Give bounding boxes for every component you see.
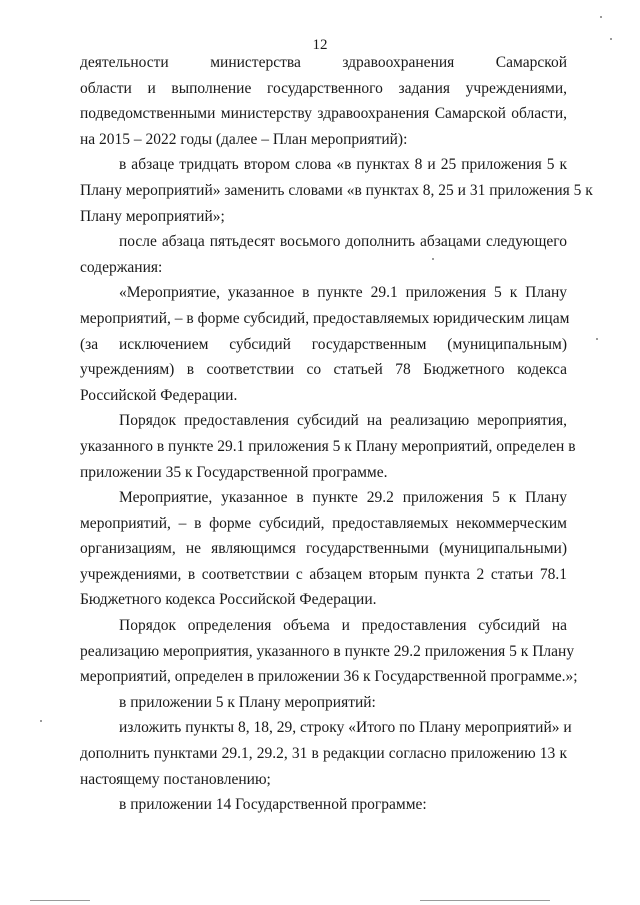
text-line: мероприятий, – в форме субсидий, предоставляемых юридическим лицам (80, 309, 570, 327)
text-line: содержания: (80, 258, 163, 276)
paragraph-p10 (80, 792, 567, 818)
text-line: мероприятий, – в форме субсидий, предоставляемых некоммерческим (80, 514, 567, 532)
text-line: указанного в пункте 29.1 приложения 5 к Плану мероприятий, определен в (80, 437, 576, 455)
text-line: приложении 35 к Государственной программе. (80, 463, 388, 481)
paragraph-p8 (80, 690, 567, 716)
scan-artifact (596, 338, 598, 340)
page-number: 12 (312, 37, 328, 53)
text-line: «Мероприятие, указанное в пункте 29.1 приложения 5 к Плану (119, 284, 567, 302)
text-line: организациям, не являющимся государственными (муниципальными) (80, 540, 567, 558)
text-line: мероприятий, определен в приложении 36 к Государственной программе.»; (80, 668, 578, 686)
text-line: Российской Федерации. (80, 386, 238, 404)
document-body (80, 50, 593, 818)
text-line: Бюджетного кодекса Российской Федерации. (80, 591, 377, 609)
paragraph-p5 (80, 408, 576, 485)
text-line: Мероприятие, указанное в пункте 29.2 приложения 5 к Плану (119, 489, 567, 507)
paragraph-p7 (80, 613, 578, 690)
text-line: в абзаце тридцать втором слова «в пунктах 8 и 25 приложения 5 к (119, 156, 567, 174)
scan-artifact (420, 900, 550, 901)
text-line: на 2015 – 2022 годы (далее – План мероприятий): (80, 130, 408, 148)
text-line: подведомственными министерству здравоохранения Самарской области, (80, 105, 567, 123)
text-line: области и выполнение государственного задания учреждениями, (80, 79, 567, 97)
text-line: настоящему постановлению; (80, 770, 271, 788)
text-line: учреждениям) в соответствии со статьей 78 Бюджетного кодекса (80, 361, 567, 379)
scan-artifact (610, 38, 612, 40)
scan-artifact (600, 16, 602, 18)
text-line: Порядок определения объема и предоставления субсидий на (119, 617, 567, 635)
text-line: Порядок предоставления субсидий на реализацию мероприятия, (119, 412, 567, 430)
text-line: в приложении 14 Государственной программе: (119, 796, 427, 814)
text-line: учреждениями, в соответствии с абзацем вторым пункта 2 статьи 78.1 (80, 565, 567, 583)
paragraph-p3 (80, 229, 567, 280)
text-line: Плану мероприятий»; (80, 207, 225, 225)
paragraph-p2 (80, 152, 593, 229)
text-line: реализацию мероприятия, указанного в пункте 29.2 приложения 5 к Плану (80, 642, 575, 660)
paragraph-p9 (80, 715, 572, 792)
text-line: изложить пункты 8, 18, 29, строку «Итого по Плану мероприятий» и (119, 719, 572, 737)
text-line: (за исключением субсидий государственным (муниципальным) (80, 335, 567, 353)
scan-artifact (30, 900, 90, 901)
text-line: деятельности министерства здравоохранения Самарской (80, 54, 567, 71)
scan-artifact (40, 720, 42, 722)
paragraph-p6 (80, 485, 567, 613)
text-line: Плану мероприятий» заменить словами «в пунктах 8, 25 и 31 приложения 5 к (80, 181, 593, 199)
paragraph-p4 (80, 280, 570, 408)
text-line: в приложении 5 к Плану мероприятий: (119, 693, 376, 711)
scan-artifact (432, 258, 434, 260)
paragraph-p1 (80, 50, 567, 152)
text-line: после абзаца пятьдесят восьмого дополнить абзацами следующего (119, 233, 567, 251)
text-line: дополнить пунктами 29.1, 29.2, 31 в редакции согласно приложению 13 к (80, 745, 567, 763)
